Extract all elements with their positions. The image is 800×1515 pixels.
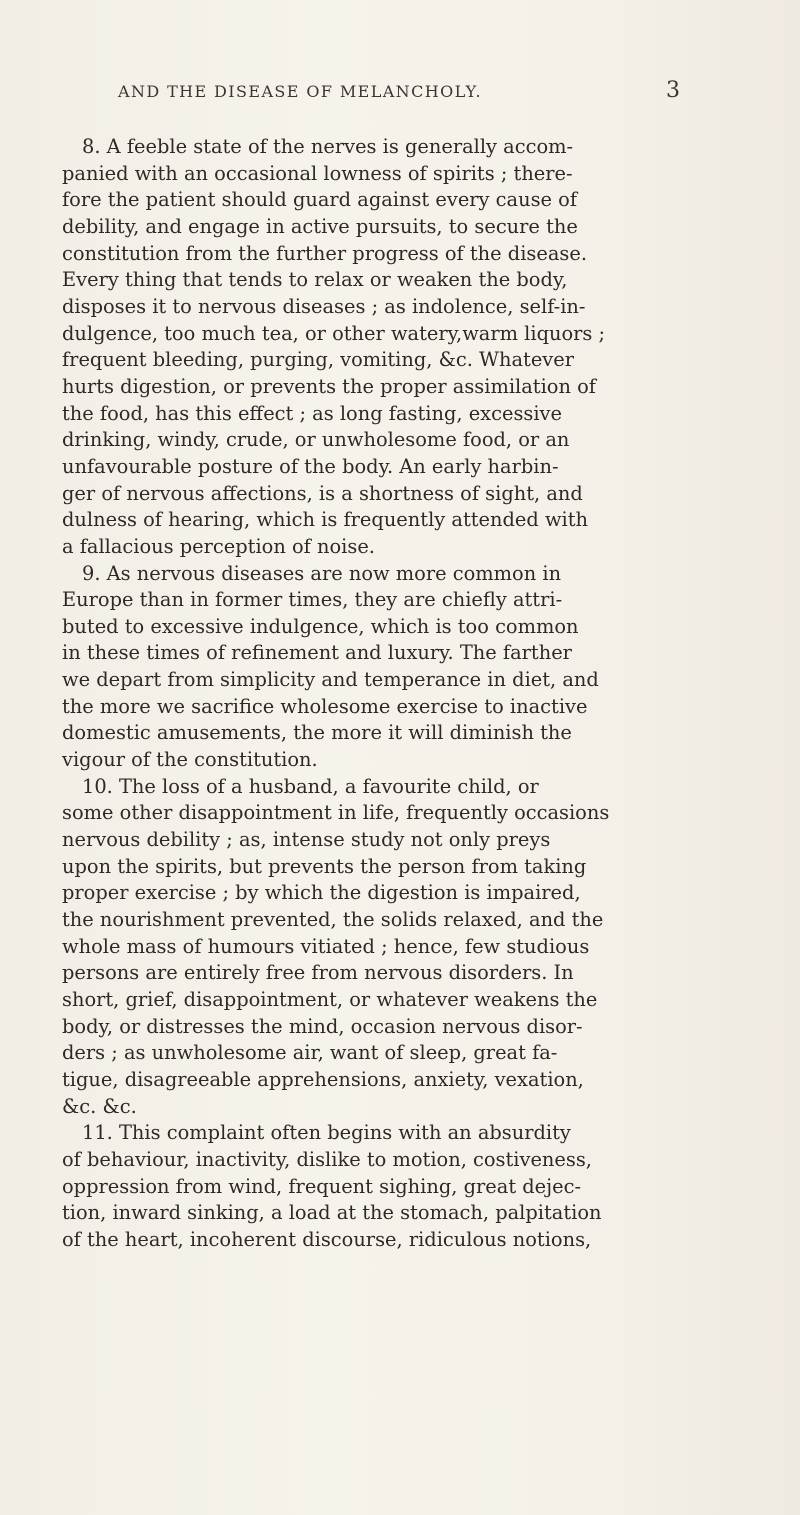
text-line: vigour of the constitution. — [62, 748, 318, 772]
text-line: the more we sacrifice wholesome exercise to inactive — [62, 694, 588, 718]
text-line: 10. The loss of a husband, a favourite child, or — [82, 774, 539, 798]
text-line: the nourishment prevented, the solids relaxed, and the — [62, 908, 604, 932]
paragraph-11 — [62, 1120, 690, 1253]
text-line: we depart from simplicity and temperance in diet, and — [62, 668, 599, 692]
text-line: Every thing that tends to relax or weaken the body, — [62, 268, 568, 292]
text-line: oppression from wind, frequent sighing, great dejec- — [62, 1174, 582, 1198]
text-line: drinking, windy, crude, or unwholesome food, or an — [62, 428, 570, 452]
text-line: domestic amusements, the more it will diminish the — [62, 721, 572, 745]
text-line: disposes it to nervous diseases ; as indolence, self-in- — [62, 294, 586, 318]
text-line: debility, and engage in active pursuits, to secure the — [62, 214, 578, 238]
paragraph-9 — [62, 561, 690, 774]
text-line: 9. As nervous diseases are now more common in — [82, 561, 562, 585]
text-line: constitution from the further progress of the disease. — [62, 241, 587, 265]
text-line: short, grief, disappointment, or whatever weakens the — [62, 988, 598, 1011]
text-line: &c. &c. — [62, 1094, 137, 1118]
text-line: body, or distresses the mind, occasion nervous disor- — [62, 1014, 583, 1038]
text-line: dulness of hearing, which is frequently attended with — [62, 508, 589, 532]
text-line: whole mass of humours vitiated ; hence, few studious — [62, 934, 590, 958]
text-line: of the heart, incoherent discourse, ridiculous notions, — [62, 1227, 592, 1251]
text-line: the food, has this effect ; as long fasting, excessive — [62, 401, 562, 425]
paragraph-8 — [62, 134, 690, 561]
text-line: fore the patient should guard against every cause of — [62, 188, 578, 212]
text-line: ger of nervous affections, is a shortness of sight, and — [62, 481, 583, 505]
body-text — [62, 134, 690, 1254]
text-line: hurts digestion, or prevents the proper assimilation of — [62, 374, 596, 398]
text-line: unfavourable posture of the body. An early harbin- — [62, 454, 559, 478]
text-line: 8. A feeble state of the nerves is generally accom- — [82, 135, 574, 158]
text-line: a fallacious perception of noise. — [62, 534, 375, 558]
text-line: ders ; as unwholesome air, want of sleep, great fa- — [62, 1041, 558, 1065]
paragraph-10 — [62, 774, 690, 1121]
text-line: dulgence, too much tea, or other watery,warm liquors ; — [62, 321, 606, 345]
text-line: frequent bleeding, purging, vomiting, &c. Whatever — [62, 348, 574, 372]
page-header — [100, 78, 680, 116]
text-line: buted to excessive indulgence, which is too common — [62, 614, 579, 638]
text-line: 11. This complaint often begins with an absurdity — [82, 1121, 571, 1145]
text-line: tion, inward sinking, a load at the stomach, palpitation — [62, 1201, 602, 1225]
text-line: upon the spirits, but prevents the person from taking — [62, 854, 587, 878]
running-head: AND THE DISEASE OF MELANCHOLY. — [118, 82, 482, 101]
text-line: persons are entirely free from nervous disorders. In — [62, 961, 574, 985]
text-line: of behaviour, inactivity, dislike to motion, costiveness, — [62, 1147, 592, 1171]
text-line: in these times of refinement and luxury. The farther — [62, 641, 572, 665]
text-line: some other disappointment in life, frequently occasions — [62, 801, 610, 825]
text-line: nervous debility ; as, intense study not only preys — [62, 828, 551, 852]
text-line: Europe than in former times, they are chiefly attri- — [62, 588, 563, 612]
text-line: panied with an occasional lowness of spirits ; there- — [62, 161, 573, 185]
text-line: tigue, disagreeable apprehensions, anxiety, vexation, — [62, 1067, 584, 1091]
text-line: proper exercise ; by which the digestion is impaired, — [62, 881, 581, 905]
page-number: 3 — [666, 78, 680, 103]
